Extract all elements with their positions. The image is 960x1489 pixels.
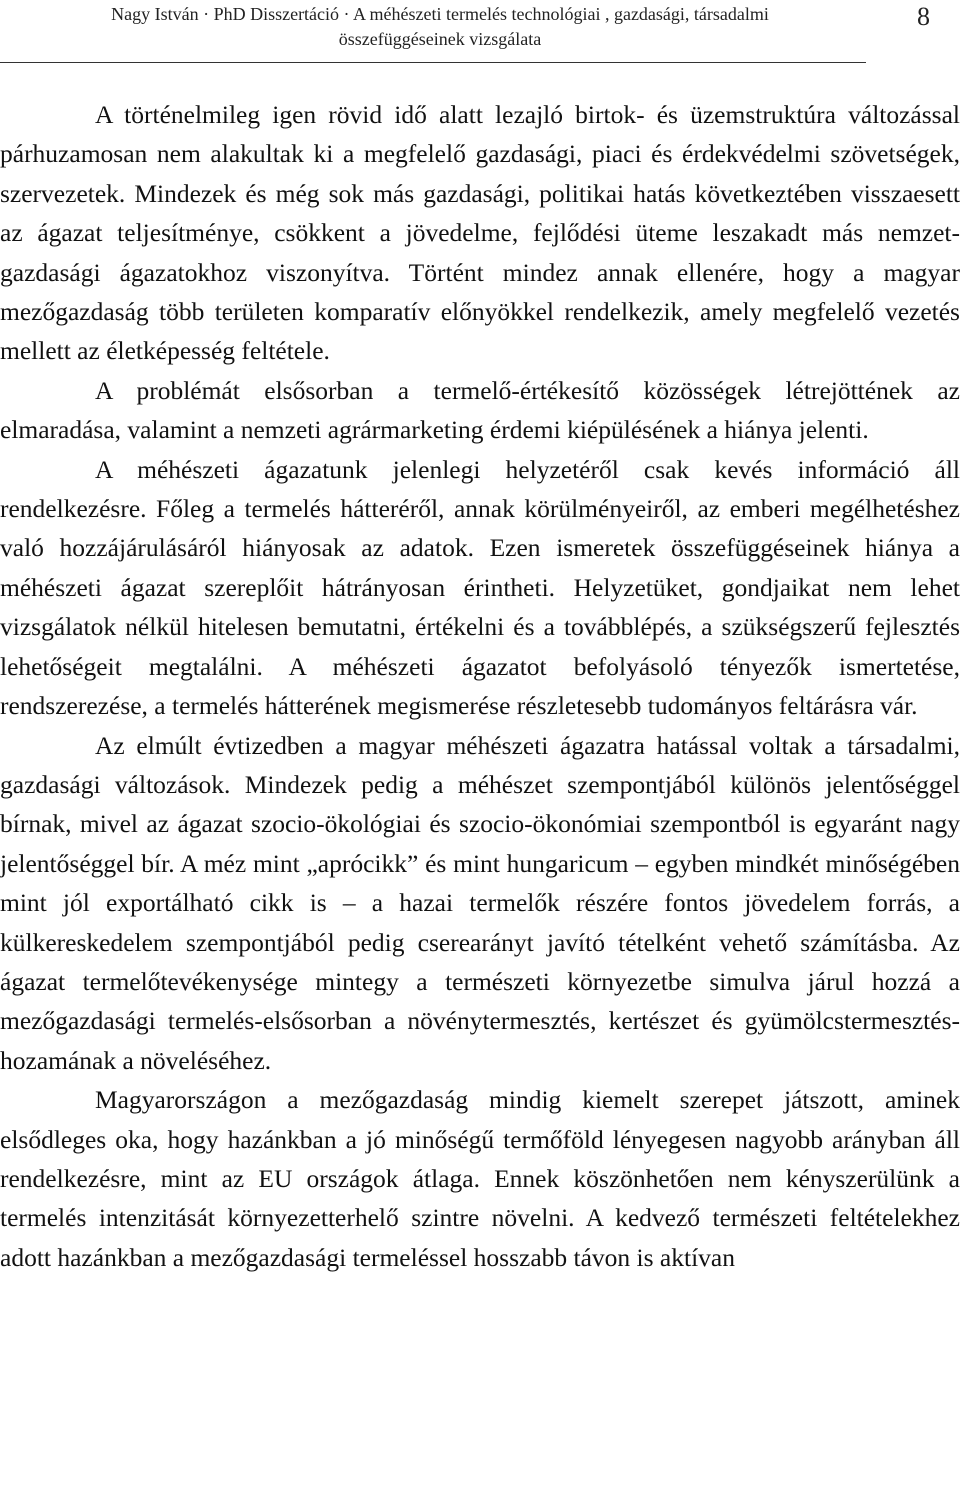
paragraph-3: A méhészeti ágazatunk jelenlegi helyzetéről csak kevés információ áll rendelkezésre. Főleg a termelés hátteréről, annak körülményeiről, az emberi megélhetéshez való hozzájárulásáról hiányosak az adatok. Ezen ismeretek összefüggéseinek hiánya a méhészeti ágazat szereplőit hátrányosan érintheti. Helyzetüket, gondjaikat nem lehet vizsgálatok nélkül hitelesen bemutatni, értékelni és a továbblépés, a szükségszerű fejlesztés lehetőségeit megtalálni. A méhészeti ágazatot befolyásoló tényezők ismertetése, rendszerezése, a termelés hátterének megismerése részletesebb tudományos feltárásra vár.	[0, 454, 960, 721]
header-line-1: Nagy István · PhD Disszertáció · A méhészeti termelés technológiai , gazdasági, társadalmi	[111, 4, 769, 24]
paragraph-4: Az elmúlt évtizedben a magyar méhészeti ágazatra hatással voltak a társadalmi, gazdasági változások. Mindezek pedig a méhészet szempontjából különös jelentőséggel bírnak, mivel az ágazat szocio-ökológiai és szocio-ökonómiai szempontból is egyaránt nagy jelentőséggel bír. A méz mint „aprócikk” és mint hungaricum – egyben mindkét minőségében mint jól exportálható cikk is – a hazai termelők részére fontos jövedelem forrás, a külkereskedelem szempontjából pedig cserearányt javító tételként vehető számításba. Az ágazat termelőtevékenysége mintegy a természeti környezetbe simulva járul hozzá a mezőgazdasági termelés-elsősorban a növénytermesztés, kertészet és gyümölcstermesztés-hozamának a növeléséhez.	[0, 730, 960, 1075]
header-line-2: összefüggéseinek vizsgálata	[338, 29, 542, 49]
body-text	[0, 95, 960, 1277]
page-number: 8	[917, 2, 930, 31]
paragraph-1: A történelmileg igen rövid idő alatt lezajló birtok- és üzemstruktúra változással párhuzamosan nem alakultak ki a megfelelő gazdasági, piaci és érdekvédelmi szövetségek, szervezetek. Mindezek és még sok más gazdasági, politikai hatás következtében visszaesett az ágazat teljesítménye, csökkent a jövedelme, fejlődési üteme leszakadt más nemzetgazdasági ágazatokhoz viszonyítva. Történt mindez annak ellenére, hogy a magyar mezőgazdaság több területen komparatív előnyökkel rendelkezik, amely megfelelő vezetés mellett az életképesség feltétele.	[0, 100, 960, 366]
page-header	[0, 0, 960, 70]
paragraph-2: A problémát elsősorban a termelő-értékesítő közösségek létrejöttének az elmaradása, valamint a nemzeti agrármarketing érdemi kiépülésének a hiánya jelenti.	[0, 375, 960, 445]
paragraph-5: Magyarországon a mezőgazdaság mindig kiemelt szerepet játszott, aminek elsődleges oka, hogy hazánkban a jó minőségű termőföld lényegesen nagyobb arányban áll rendelkezésre, mint az EU országok átlaga. Ennek köszönhetően nem kényszerülünk a termelés intenzitását környezetterhelő szintre növelni. A kedvező természeti feltételekhez adott hazánkban a mezőgazdasági termeléssel hosszabb távon is aktívan	[0, 1085, 960, 1272]
header-rule	[0, 62, 866, 63]
running-header	[0, 2, 880, 52]
